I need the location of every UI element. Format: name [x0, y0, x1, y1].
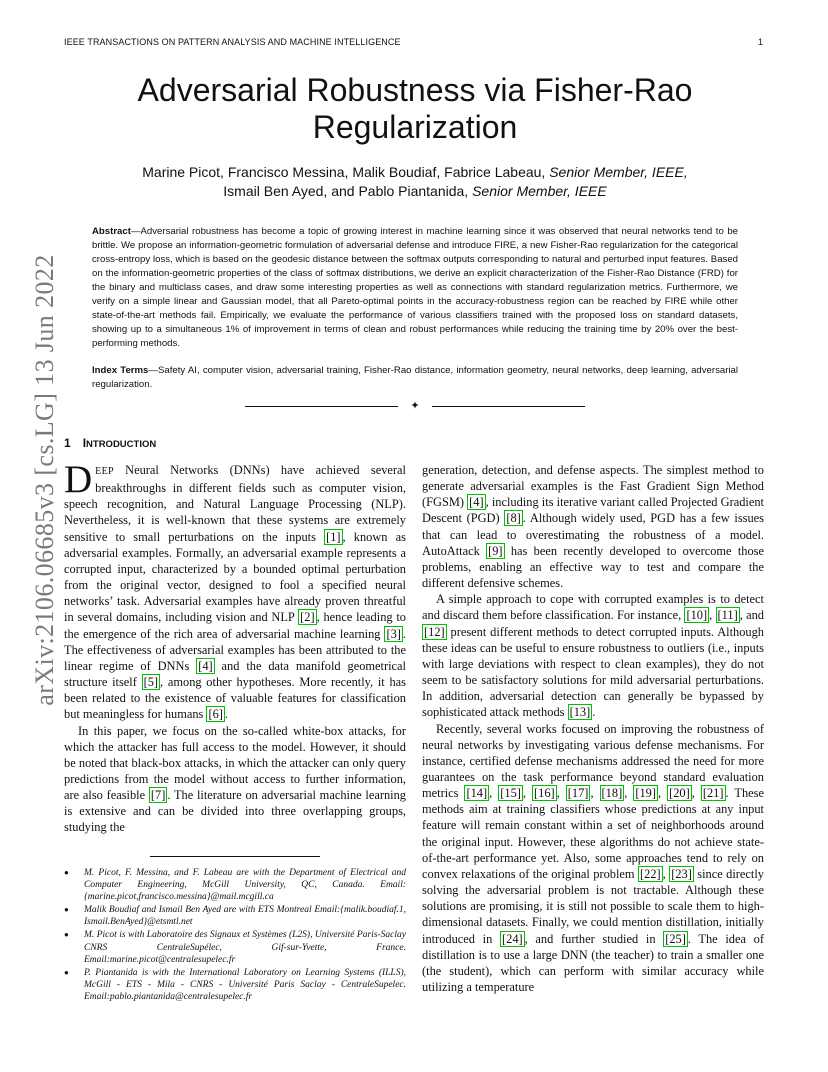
- citation-link[interactable]: [17]: [567, 786, 589, 801]
- citation-link[interactable]: [4]: [469, 495, 484, 510]
- section-number: 1: [64, 436, 71, 450]
- text-run: In this paper, we focus on the so-called white-box attacks, for which the attacker has full access to the model. However, it should be noted that black-box attacks, in which the attacker can only query predictions from the model without access to further information, are also feasible: [64, 723, 406, 803]
- authors-line-2-title: Senior Member, IEEE: [472, 183, 607, 199]
- paragraph: [64, 723, 406, 836]
- footnote-rule: [150, 856, 320, 857]
- citation-link[interactable]: [11]: [717, 608, 738, 623]
- citation-link[interactable]: [2]: [300, 610, 315, 625]
- citation-link[interactable]: [1]: [326, 529, 341, 544]
- citation-link[interactable]: [9]: [488, 543, 503, 558]
- bullet-icon: ●: [64, 868, 69, 877]
- text-run: . The idea of distillation is to use a large DNN (the teacher) to train a smaller one (the student), which can perform with similar accuracy while utilizing a temperature: [422, 931, 765, 994]
- citation-link[interactable]: [6]: [208, 707, 223, 722]
- page-number: 1: [758, 37, 764, 47]
- bullet-icon: ●: [64, 905, 69, 915]
- footnote-text: Malik Boudiaf and Ismail Ben Ayed are with ETS Montreal Email:{malik.boudiaf.1, Ismail.BenAyed}@etsmtl.net: [84, 905, 406, 928]
- citation-link[interactable]: [15]: [500, 786, 521, 801]
- text-run: since directly solving the adversarial problem is not tractable. Although these solutions are promising, it is still not possible to scale them to high-dimensional datasets. Finally, we could mention distillation, initially introduced in: [422, 866, 764, 946]
- lead-in: EEP: [95, 466, 114, 477]
- authors-line-1-title: Senior Member, IEEE,: [549, 164, 688, 180]
- right-column: [422, 462, 764, 995]
- footnote-text: P. Piantanida is with the International Laboratory on Learning Systems (ILLS), McGill - ETS - Mila - CNRS - Université Paris Saclay - CentraleSupelec. Email:pablo.piantanida@centralesupelec.fr: [84, 967, 406, 1002]
- text-run: ,: [709, 608, 716, 623]
- paragraph: [422, 591, 764, 720]
- paragraph: [422, 721, 764, 996]
- citation-link[interactable]: [14]: [466, 786, 488, 801]
- section-title-rest: NTRODUCTION: [86, 439, 157, 450]
- index-terms-text: —Safety AI, computer vision, adversarial training, Fisher-Rao distance, information geometry, neural networks, deep learning, adversarial regularization.: [92, 365, 738, 390]
- citation-link[interactable]: [18]: [601, 786, 623, 801]
- drop-cap: D: [64, 458, 93, 501]
- text-run: ,: [489, 786, 499, 801]
- citation-link[interactable]: [10]: [686, 608, 708, 623]
- citation-link[interactable]: [25]: [665, 931, 686, 946]
- footnote-text: M. Picot, F. Messina, and F. Labeau are with the Department of Electrical and Computer Engineering, McGill University, QC, Canada. Email:{marine.picot,francisco.messina}@mail.mcgill.ca: [84, 868, 406, 903]
- footnote-text: M. Picot is with Laboratoire des Signaux et Systèmes (L2S), Université Paris-Saclay CNRS CentraleSupélec, Gif-sur-Yvette, France. Email:marine.picot@centralesupelec.fr: [84, 930, 406, 965]
- section-heading: [64, 436, 156, 450]
- divider-line-right: [432, 406, 585, 407]
- text-run: .: [592, 705, 596, 720]
- text-run: . These methods aim at training classifiers whose predictions at any input feature will remain constant within a set of neighborhoods around the original input. However, these algorithms do not achieve state-of-the-art performance yet. Also, some approaches tend to rely on convex relaxations of the original problem: [422, 786, 764, 881]
- text-run: ,: [556, 786, 566, 801]
- citation-link[interactable]: [3]: [386, 626, 401, 641]
- citation-link[interactable]: [21]: [702, 786, 724, 801]
- abstract-text: —Adversarial robustness has become a topic of growing interest in machine learning since it was observed that neural networks tend to be brittle. We propose an information-geometric formulation of adversarial defense and introduce FIRE, a new Fisher-Rao regularization for the categorical cross-entropy loss, which is based on the geodesic distance between the softmax outputs corresponding to natural and perturbed input features. Based on the information-geometric properties of the class of softmax distributions, we derive an explicit characterization of the Fisher-Rao Distance (FRD) for the binary and multiclass cases, and draw some interesting properties as well as connections with standard regularization metrics. Furthermore, we verify on a simple linear and Gaussian model, that all Pareto-optimal points in the accuracy-robustness region can be reached by FIRE while other state-of-the-art methods fail. Empirically, we evaluate the performance of various classifiers trained with the proposed loss on standard datasets, showing up to a simultaneous 1% of improvement in terms of clean and robust performances while reducing the training time by 20% over the best-performing methods.: [92, 226, 738, 349]
- text-run: , including its iterative variant called Projected Gradient Descent (PGD): [422, 495, 764, 526]
- text-run: , known as adversarial examples. Formally, an adversarial example represents a corrupted input, characterized by a bounded optimal perturbation from the original vector, designed to fool a specified neural networks’ task. Adversarial examples have already proven threatful in several domains, including vision and NLP: [64, 529, 406, 625]
- text-run: has been recently developed to overcome those problems, enabling an effective way to test and compare the different defensive schemes.: [422, 543, 764, 591]
- authors-line-2: Ismail Ben Ayed, and Pablo Piantanida,: [223, 183, 473, 199]
- text-run: present different methods to detect corrupted inputs. Although these ideas can be useful to ensure robustness to outliers (i.e., inputs with large deviations with respect to clean examples), they do not seem to be satisfactory solutions for mild adversarial perturbations. In addition, adversarial detection can generally be bypassed by sophisticated attack methods: [422, 624, 764, 720]
- footnotes: [64, 867, 406, 1004]
- title-line-2: Regularization: [312, 109, 518, 145]
- bullet-icon: ●: [64, 967, 69, 977]
- running-head: IEEE TRANSACTIONS ON PATTERN ANALYSIS AND MACHINE INTELLIGENCE: [64, 37, 401, 47]
- citation-link[interactable]: [20]: [669, 786, 690, 801]
- citation-link[interactable]: [22]: [640, 866, 661, 881]
- divider-line-left: [245, 406, 398, 407]
- text-run: . The effectiveness of adversarial examples has been attributed to the linear regime of DNNs: [64, 626, 406, 673]
- citation-link[interactable]: [23]: [671, 866, 692, 881]
- footnote-item: [64, 867, 406, 903]
- text-run: Recently, several works focused on improving the robustness of neural networks by investigating various defense mechanisms. For instance, certified defense mechanisms addressed the need for more guarantees on the task performance beyond standard evaluation metrics: [422, 721, 764, 801]
- title-line-1: Adversarial Robustness via Fisher-Rao: [137, 72, 693, 108]
- citation-link[interactable]: [12]: [424, 624, 445, 639]
- text-run: ,: [624, 786, 634, 801]
- section-divider: [245, 399, 585, 413]
- paragraph: [422, 462, 764, 591]
- citation-link[interactable]: [13]: [569, 705, 591, 720]
- text-run: A simple approach to cope with corrupted examples is to detect and discard them before classification. For instance,: [422, 592, 764, 623]
- authors-line-1: Marine Picot, Francisco Messina, Malik Boudiaf, Fabrice Labeau,: [142, 164, 550, 180]
- index-terms: [92, 364, 738, 392]
- text-run: . The literature on adversarial machine learning is extensive and can be divided into three overlapping groups, studying the: [64, 788, 406, 835]
- author-list: [90, 163, 740, 201]
- footnote-item: [64, 929, 406, 965]
- text-run: .: [224, 707, 229, 722]
- citation-link[interactable]: [5]: [143, 675, 159, 690]
- divider-diamond-icon: ✦: [410, 400, 420, 412]
- citation-link[interactable]: [16]: [534, 786, 555, 801]
- footnote-item: [64, 967, 406, 1003]
- citation-link[interactable]: [19]: [635, 786, 656, 801]
- text-run: , and further studied in: [524, 931, 664, 946]
- abstract: [92, 225, 738, 351]
- text-run: , hence leading to the emergence of the rich area of adversarial machine learning: [64, 610, 406, 641]
- paper-title: [90, 72, 740, 146]
- text-run: ,: [590, 786, 600, 801]
- footnote-item: [64, 904, 406, 928]
- section-title-initial: I: [82, 436, 87, 450]
- text-run: generation, detection, and defense aspects. The simplest method to generate adversarial examples is the Fast Gradient Sign Method (FGSM): [422, 463, 764, 510]
- arxiv-stamp-text: arXiv:2106.06685v3 [cs.LG] 13 Jun 2022: [30, 254, 59, 706]
- index-terms-label: Index Terms: [92, 365, 149, 376]
- text-run: , among other hypotheses. More recently, it has been related to the existence of valuable features for classification but meaningless for humans: [64, 675, 406, 722]
- citation-link[interactable]: [7]: [150, 788, 166, 803]
- text-run: ,: [522, 786, 533, 801]
- text-run: ,: [657, 786, 668, 801]
- left-column: [64, 458, 406, 836]
- text-run: ,: [691, 786, 701, 801]
- text-run: ,: [662, 866, 670, 881]
- citation-link[interactable]: [4]: [198, 658, 213, 673]
- text-run: Neural Networks (DNNs) have achieved several breakthroughs in different fields such as computer vision, speech recognition, and Natural Language Processing (NLP). Nevertheless, it is well-known that these systems are extremely sensitive to small perturbations on the inputs: [64, 463, 406, 544]
- abstract-label: Abstract: [92, 226, 131, 237]
- text-run: and the data manifold geometrical structure itself: [64, 658, 406, 690]
- citation-link[interactable]: [8]: [506, 511, 521, 526]
- text-run: . Although widely used, PGD has a few issues that can lead to overestimating the robustness of a model. AutoAttack: [422, 511, 764, 558]
- citation-link[interactable]: [24]: [502, 931, 523, 946]
- text-run: , and: [739, 608, 764, 623]
- bullet-icon: ●: [64, 930, 69, 940]
- paragraph: [64, 458, 406, 723]
